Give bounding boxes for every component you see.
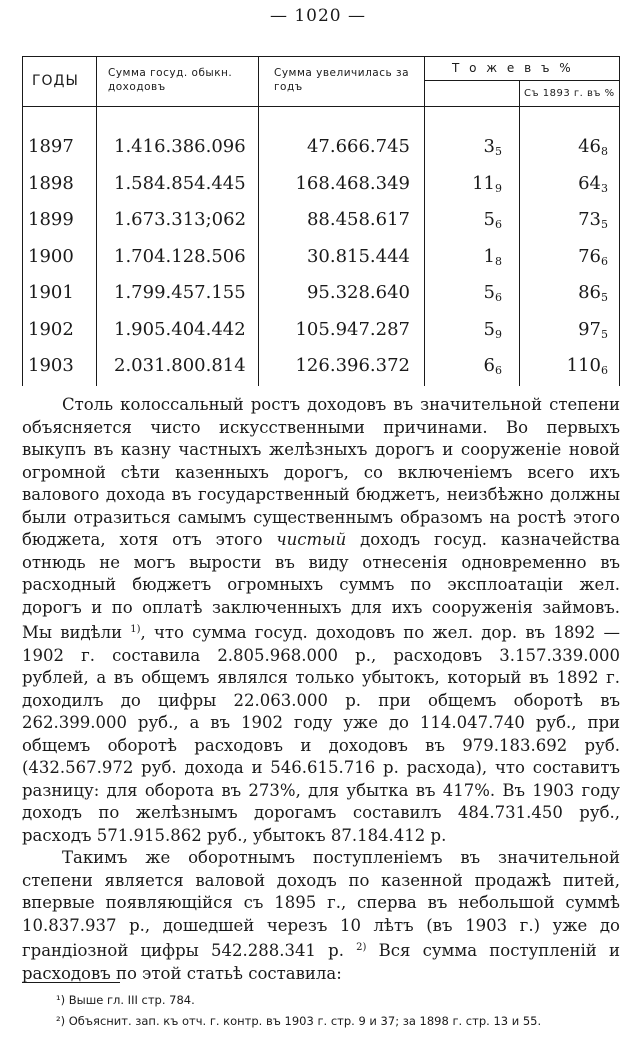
cell-growth: 47.666.745 [306,136,410,157]
footnote-1: ¹) Выше гл. III стр. 784. [56,993,195,1007]
cell-year: 1901 [28,282,74,303]
paragraph-1: Столь колоссальный ростъ доходовъ въ значительной степени объясняется чисто искусственными причинами. Во первыхъ выкупъ въ казну частныхъ желѣзныхъ дорогъ и сооруженіе новой огромной сѣти казенныхъ дорогъ, со включеніемъ всего ихъ валового дохода въ государственный бюджетъ, неизбѣжно должны были отразиться самымъ существеннымъ образомъ на ростѣ этого бюджета, хотя отъ этого чистый доходъ госуд. казначейства отнюдь не могъ вырости въ виду отнесенія одновременно въ расходный бюджетъ огромныхъ суммъ по эксплоатаціи жел. дорогъ и по оплатѣ заключенныхъ для ихъ сооруженія займовъ. Мы видѣли $^{1)}$, что сумма госуд. доходовъ по жел. дор. въ 1892 — 1902 г. составила 2.805.968.000 р., расходовъ 3.157.339.000 рублей, а въ общемъ являлся только убытокъ, который въ 1892 г. доходилъ до цифры 22.063.000 р. при общемъ оборотѣ въ 262.399.000 руб., а въ 1902 году уже до 114.047.740 руб., при общемъ оборотѣ расходовъ и доходовъ въ 979.183.692 руб. (432.567.972 руб. дохода и 546.615.716 р. расхода), что составитъ разницу: для оборота въ 273%, для убытка въ 417%. Въ 1903 году доходъ по желѣзнымъ дорогамъ составилъ 484.731.450 руб., расходъ 571.915.862 руб., убытокъ 87.184.412 р. [22,395,620,845]
cell-year: 1902 [28,318,74,340]
cell-pct-1893: $76_6$ [578,245,608,268]
header-year: ГОДЫ [32,73,79,89]
cell-growth: 168.468.349 [295,172,410,194]
cell-pct-1893: $97_5$ [578,318,608,341]
cell-pct-1893: $64_3$ [578,172,608,195]
body-text [22,394,620,985]
cell-growth: 105.947.287 [295,318,410,340]
cell-income: 1.905.404.442 [114,318,246,340]
footnotes [22,990,620,1032]
header-growth: Сумма увеличилась за годъ [274,67,410,93]
paragraph-2: Такимъ же оборотнымъ поступленіемъ въ значительной степени является валовой доходъ по казенной продажѣ питей, впервые появляющійся съ 1895 г., сперва въ небольшой суммѣ 10.837.937 р., дошедшей черезъ 10 лѣтъ (въ 1903 г.) уже до грандіозной цифры 542.288.341 р. $^{2)}$ Вся сумма поступленій и расходовъ по этой статьѣ составила: [22,848,620,983]
page-number: — 1020 — [269,6,367,26]
cell-year: 1897 [28,136,74,157]
cell-pct-1893: $46_8$ [578,136,608,158]
cell-income: 1.704.128.506 [114,245,246,267]
header-same-in-pct: Т о ж е в ъ % [452,61,574,75]
cell-year: 1903 [28,355,74,376]
cell-pct-1893: $73_5$ [578,209,608,231]
cell-income: 1.416.386.096 [114,136,246,157]
cell-growth: 88.458.617 [306,209,410,230]
cell-income: 1.799.457.155 [114,282,246,303]
cell-growth: 126.396.372 [295,355,410,376]
footnote-divider [22,982,120,983]
table-row [22,203,620,239]
table-row [22,167,620,203]
cell-year: 1900 [28,245,74,267]
cell-income: 1.584.854.445 [114,172,246,194]
cell-year: 1898 [28,172,74,194]
cell-income: 1.673.313;062 [114,209,247,230]
table-row [22,276,620,312]
header-vs-1893: Съ 1893 г. въ % [524,88,615,99]
footnote-2: ²) Объяснит. зап. къ отч. г. контр. въ 1903 г. стр. 9 и 37; за 1898 г. стр. 13 и 55. [56,1014,542,1028]
cell-growth: 95.328.640 [306,282,410,303]
cell-pct: $11_9$ [472,172,502,195]
cell-pct-1893: $86_5$ [578,282,608,304]
cell-growth: 30.815.444 [306,245,410,267]
cell-pct: $5_6$ [483,209,502,231]
table-row [22,130,620,166]
footnote-ref-1: 1) [130,624,141,635]
cell-pct: $5_6$ [483,282,502,304]
cell-pct: $6_6$ [483,355,502,377]
income-table [22,56,620,386]
table-row [22,349,620,385]
table-row [22,240,620,276]
emphasis-word: чистый [276,530,347,549]
cell-pct: $1_8$ [483,245,502,268]
table-row [22,313,620,349]
cell-pct: $3_5$ [483,136,502,158]
header-income: Сумма госуд. обыкн. доходовъ [108,67,233,93]
cell-income: 2.031.800.814 [114,355,246,376]
cell-pct: $5_9$ [483,318,502,341]
footnote-ref-2: 2) [356,942,367,953]
cell-pct-1893: $110_6$ [566,355,608,377]
cell-year: 1899 [28,209,74,230]
